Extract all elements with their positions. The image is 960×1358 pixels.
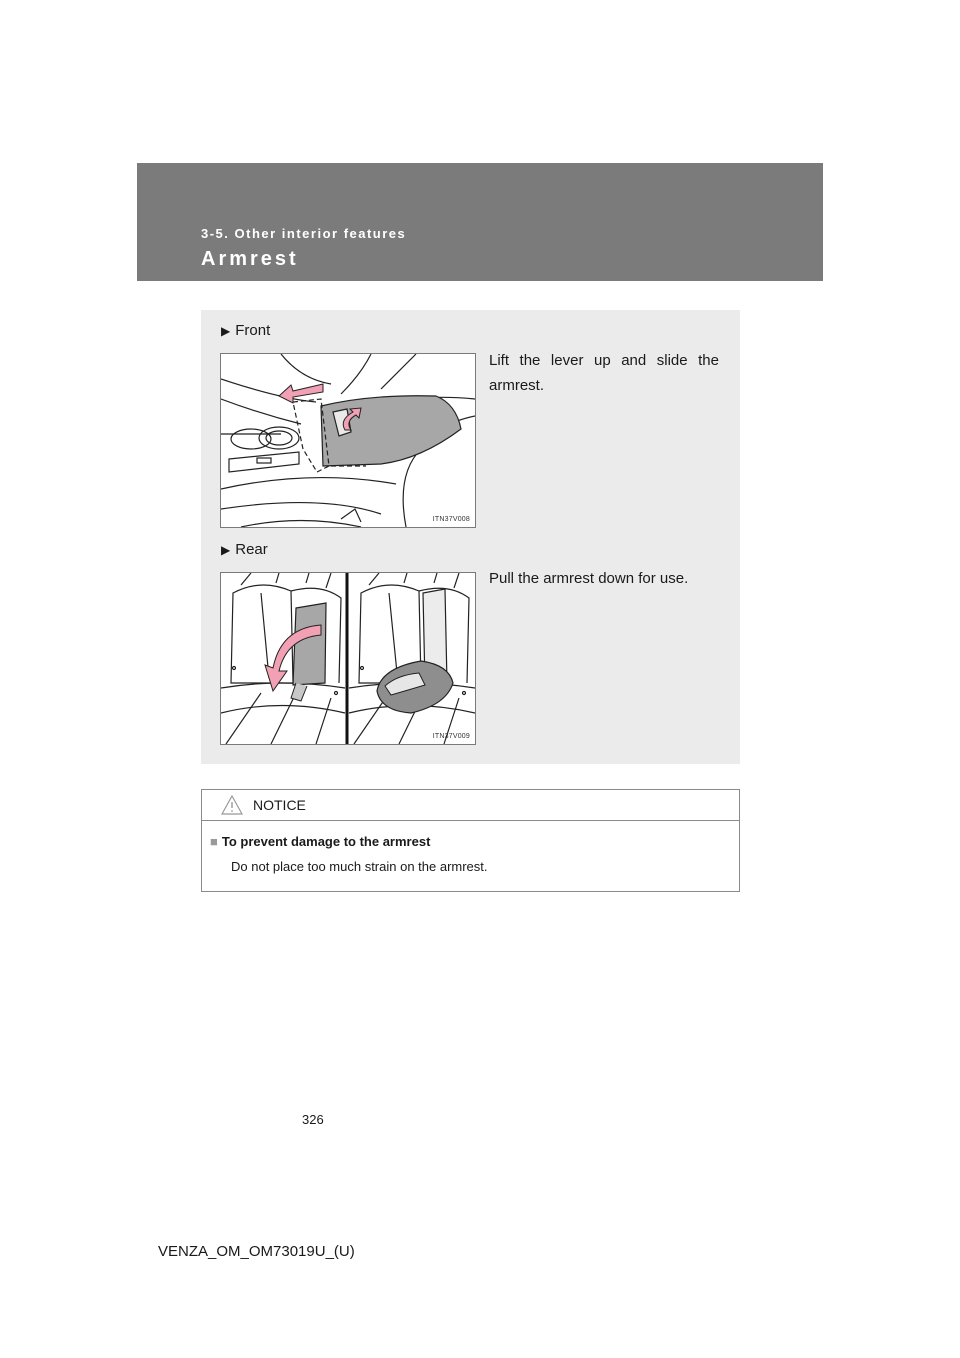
step-heading-label: Rear [235, 541, 268, 558]
front-armrest-illustration [220, 353, 476, 528]
section-label: 3-5. Other interior features [201, 226, 407, 241]
step-heading-rear [221, 541, 268, 558]
notice-header [202, 790, 739, 821]
section-header-band [137, 163, 823, 281]
page-title: Armrest [201, 248, 299, 270]
triangle-bullet-icon: ▶ [221, 543, 231, 557]
square-bullet-icon: ■ [210, 834, 218, 849]
figure-code: ITN37V009 [432, 733, 470, 740]
notice-title: NOTICE [253, 797, 306, 813]
instruction-panel [201, 310, 740, 764]
notice-subheading [210, 834, 430, 849]
step-text-rear: Pull the armrest down for use. [489, 570, 689, 587]
front-console-drawing [221, 354, 475, 527]
document-code: VENZA_OM_OM73019U_(U) [158, 1243, 355, 1260]
step-text-front: Lift the lever up and slide the armrest. [489, 352, 719, 394]
notice-box [201, 789, 740, 892]
notice-subheading-label: To prevent damage to the armrest [221, 834, 431, 849]
rear-seat-drawing [221, 573, 475, 744]
warning-triangle-icon [221, 795, 243, 815]
triangle-bullet-icon: ▶ [221, 324, 231, 338]
step-heading-front [221, 322, 270, 339]
notice-body: Do not place too much strain on the armrest. [231, 859, 488, 874]
step-heading-label: Front [235, 322, 271, 339]
page-number: 326 [302, 1112, 324, 1127]
rear-armrest-illustration [220, 572, 476, 745]
figure-code: ITN37V008 [432, 516, 470, 523]
